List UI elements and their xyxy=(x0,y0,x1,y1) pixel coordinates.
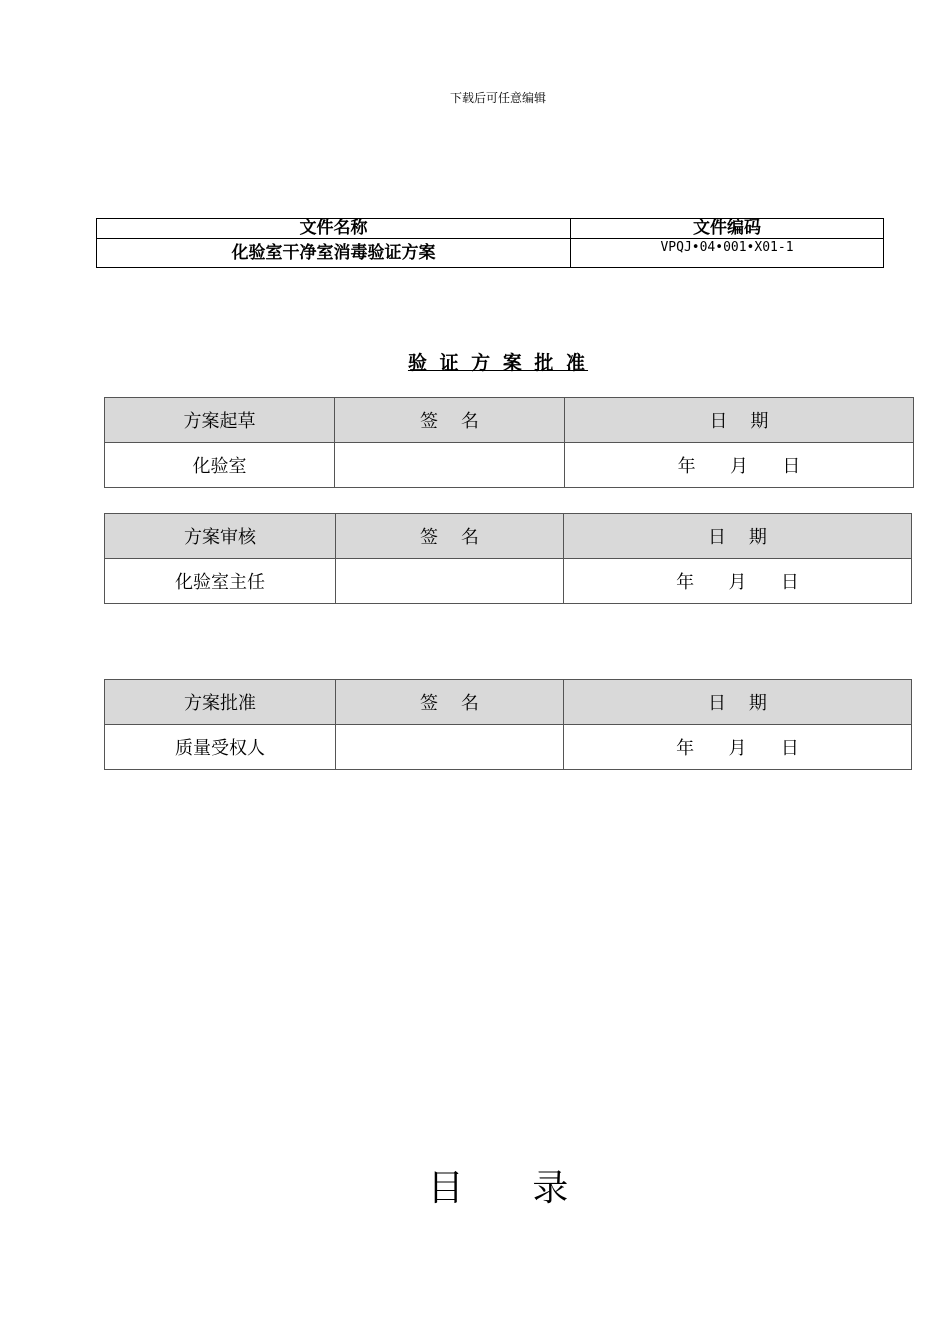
role-header: 方案起草 xyxy=(105,398,335,443)
role-value: 化验室 xyxy=(105,443,335,488)
doc-name-value: 化验室干净室消毒验证方案 xyxy=(97,239,571,268)
doc-name-label: 文件名称 xyxy=(97,219,571,239)
review-sign-table xyxy=(104,513,912,604)
doc-code-value: VPQJ•04•001•X01-1 xyxy=(571,239,884,268)
table-row xyxy=(105,725,912,770)
date-header-text: 日 期 xyxy=(708,693,767,714)
date-cell[interactable] xyxy=(565,443,914,488)
table-header-row xyxy=(105,398,914,443)
approve-sign-table xyxy=(104,679,912,770)
role-value: 化验室主任 xyxy=(105,559,336,604)
meta-value-row xyxy=(97,239,884,268)
document-meta-table xyxy=(96,218,884,268)
sign-header xyxy=(335,398,565,443)
sign-header-text: 签 名 xyxy=(420,693,479,714)
table-row xyxy=(105,559,912,604)
date-cell[interactable] xyxy=(564,559,912,604)
table-header-row xyxy=(105,680,912,725)
date-value-text: 年 月 日 xyxy=(676,738,799,759)
table-row xyxy=(105,443,914,488)
signature-cell[interactable] xyxy=(335,443,565,488)
date-header xyxy=(564,680,912,725)
role-value: 质量受权人 xyxy=(105,725,336,770)
date-header xyxy=(565,398,914,443)
doc-code-label: 文件编码 xyxy=(571,219,884,239)
role-header: 方案审核 xyxy=(105,514,336,559)
sign-header-text: 签 名 xyxy=(420,411,479,432)
role-header: 方案批准 xyxy=(105,680,336,725)
date-value-text: 年 月 日 xyxy=(676,572,799,593)
date-header xyxy=(564,514,912,559)
sign-header xyxy=(336,680,564,725)
sign-header-text: 签 名 xyxy=(420,527,479,548)
signature-cell[interactable] xyxy=(336,559,564,604)
date-value-text: 年 月 日 xyxy=(677,456,801,477)
approval-title: 验 证 方 案 批 准 xyxy=(407,352,589,374)
date-header-text: 日 期 xyxy=(708,527,767,548)
date-cell[interactable] xyxy=(564,725,912,770)
table-header-row xyxy=(105,514,912,559)
sign-header xyxy=(336,514,564,559)
date-header-text: 日 期 xyxy=(709,411,769,432)
toc-title: 目 录 xyxy=(427,1168,569,1209)
draft-sign-table xyxy=(104,397,914,488)
meta-header-row xyxy=(97,219,884,239)
signature-cell[interactable] xyxy=(336,725,564,770)
header-note: 下载后可任意编辑 xyxy=(449,91,546,105)
